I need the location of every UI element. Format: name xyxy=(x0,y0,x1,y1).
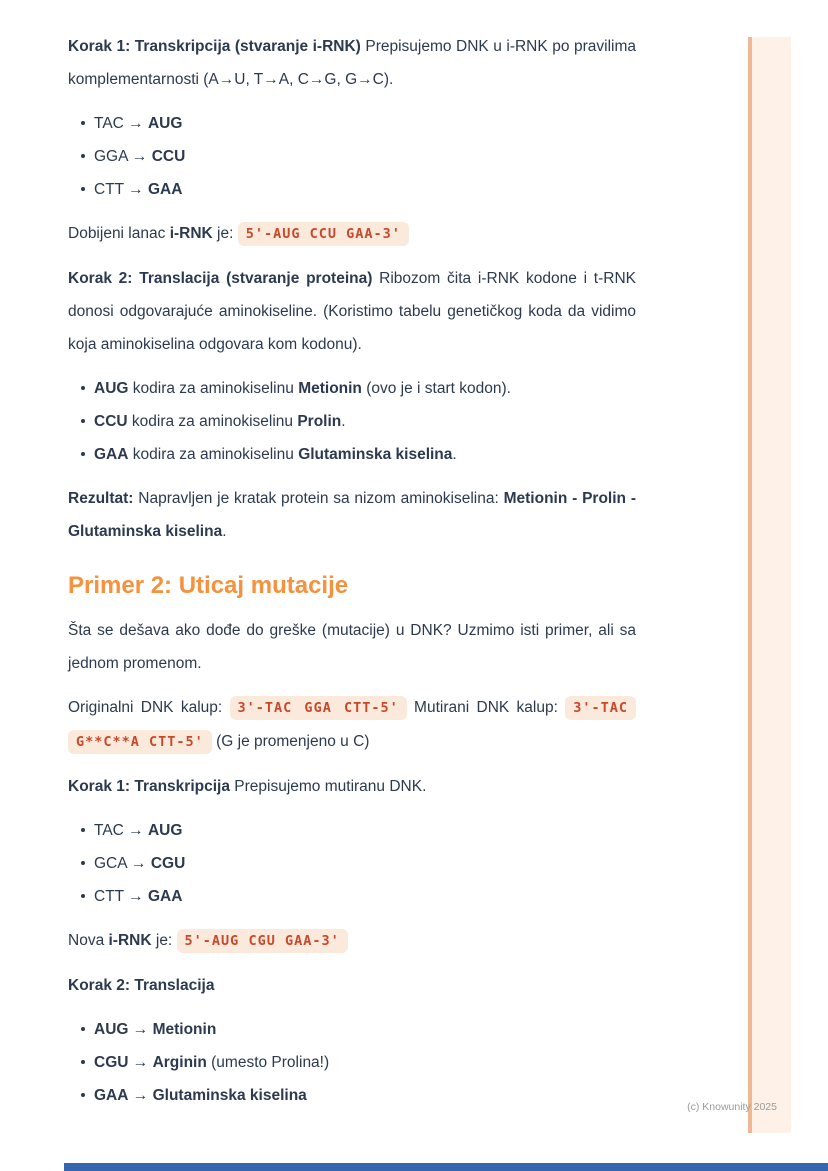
bullet-dot-icon xyxy=(81,154,85,158)
content-paragraph xyxy=(68,691,636,759)
text-run: GCA → xyxy=(94,855,151,872)
section-heading: Primer 2: Uticaj mutacije xyxy=(68,572,349,599)
text-run: kodira za aminokiselinu xyxy=(128,446,299,463)
bold-text: Arginin xyxy=(152,1054,207,1071)
text-run: Ribozom čita i-RNK kodone i t-RNK donosi odgovarajuće aminokiseline. (Koristimo tabelu genetičkog koda da vidimo koja aminokiselina odgovara kom kodonu). xyxy=(68,270,636,353)
bullet-dot-icon xyxy=(81,121,85,125)
text-run: Šta se dešava ako dođe do greške (mutacije) u DNK? Uzmimo isti primer, ali sa jednom promenom. xyxy=(68,622,636,672)
bullet-list xyxy=(68,814,636,913)
text-run: je: xyxy=(212,225,238,242)
text-run: Napravljen je kratak protein sa nizom aminokiselina: xyxy=(133,490,504,507)
list-item xyxy=(81,1013,636,1046)
text-run: kodira za aminokiselinu xyxy=(128,380,299,397)
bullet-list xyxy=(68,1013,636,1112)
bold-text: AUG xyxy=(147,115,183,132)
list-item xyxy=(81,880,636,913)
bold-text: i-RNK xyxy=(169,225,213,242)
text-run: . xyxy=(222,523,227,540)
text-run: Prepisujemo DNK u i-RNK po pravilima komplementarnosti (A→U, T→A, C→G, G→C). xyxy=(68,38,636,88)
bold-text: CGU xyxy=(150,855,186,872)
bold-text: Rezultat: xyxy=(68,490,134,507)
content-paragraph xyxy=(68,614,636,680)
bold-text: Metionin xyxy=(152,1021,217,1038)
text-run: TAC → xyxy=(94,115,148,132)
bold-text: Metionin - Prolin - Glutaminska kiselina xyxy=(68,490,636,540)
bullet-list xyxy=(68,107,636,206)
content-paragraph xyxy=(68,482,636,548)
bold-text: AUG xyxy=(94,380,129,397)
bold-text: AUG xyxy=(94,1021,129,1038)
content-paragraph xyxy=(68,770,636,803)
bullet-dot-icon xyxy=(81,419,85,423)
footer-copyright: (c) Knowunity 2025 xyxy=(687,1101,777,1113)
bold-text: Korak 1: Transkripcija (stvaranje i-RNK) xyxy=(68,38,361,55)
text-run: (umesto Prolina!) xyxy=(206,1054,330,1071)
document-content xyxy=(68,30,636,1123)
text-run: je: xyxy=(151,932,177,949)
inline-code-chip: 3'-TAC G**C**A CTT-5' xyxy=(68,696,636,754)
bold-text: Glutaminska kiselina xyxy=(152,1087,307,1104)
bold-text: AUG xyxy=(147,822,183,839)
bold-text: GAA xyxy=(94,1087,129,1104)
inline-code-chip: 5'-AUG CGU GAA-3' xyxy=(177,929,348,953)
text-run: Dobijeni lanac xyxy=(68,225,170,242)
list-item xyxy=(81,438,636,471)
text-run: CTT → xyxy=(94,181,148,198)
text-run: Nova xyxy=(68,932,109,949)
bold-text: GAA xyxy=(147,181,183,198)
bullet-dot-icon xyxy=(81,452,85,456)
text-run: Originalni DNK kalup: xyxy=(68,699,230,716)
text-run: . xyxy=(341,413,346,430)
list-item xyxy=(81,847,636,880)
list-item xyxy=(81,372,636,405)
list-item xyxy=(81,1046,636,1079)
bold-text: Korak 1: Transkripcija xyxy=(68,778,230,795)
bullet-dot-icon xyxy=(81,1093,85,1097)
content-paragraph xyxy=(68,924,636,958)
bottom-bar xyxy=(64,1163,828,1171)
list-item xyxy=(81,173,636,206)
bold-text: CGU xyxy=(94,1054,129,1071)
bold-text: Korak 2: Translacija (stvaranje proteina) xyxy=(68,270,373,287)
text-run: TAC → xyxy=(94,822,148,839)
bold-text: GAA xyxy=(147,888,183,905)
bullet-dot-icon xyxy=(81,861,85,865)
text-run: (G je promenjeno u C) xyxy=(211,733,370,750)
bold-text: CCU xyxy=(94,413,128,430)
bullet-dot-icon xyxy=(81,187,85,191)
text-run: kodira za aminokiselinu xyxy=(127,413,298,430)
bullet-dot-icon xyxy=(81,1060,85,1064)
content-paragraph xyxy=(68,217,636,251)
list-item xyxy=(81,405,636,438)
text-run: (ovo je i start kodon). xyxy=(361,380,511,397)
content-paragraph xyxy=(68,30,636,96)
text-run: CTT → xyxy=(94,888,148,905)
list-item xyxy=(81,1079,636,1112)
text-run: GGA → xyxy=(94,148,152,165)
bold-text: Glutaminska kiselina xyxy=(298,446,453,463)
text-run: → xyxy=(128,1054,153,1071)
bold-text: Korak 2: Translacija xyxy=(68,977,215,994)
text-run: . xyxy=(452,446,457,463)
bold-text: CCU xyxy=(151,148,186,165)
text-run: Prepisujemo mutiranu DNK. xyxy=(229,778,427,795)
bullet-dot-icon xyxy=(81,894,85,898)
inline-code-chip: 5'-AUG CCU GAA-3' xyxy=(238,222,409,246)
inline-code-chip: 3'-TAC GGA CTT-5' xyxy=(230,696,407,720)
list-item xyxy=(81,107,636,140)
bold-text: Prolin xyxy=(297,413,342,430)
text-run: → xyxy=(128,1021,153,1038)
list-item xyxy=(81,814,636,847)
content-paragraph xyxy=(68,969,636,1002)
page-side-strip xyxy=(748,37,791,1133)
bullet-dot-icon xyxy=(81,828,85,832)
bold-text: Metionin xyxy=(298,380,362,397)
text-run: Mutirani DNK kalup: xyxy=(406,699,566,716)
text-run: → xyxy=(128,1087,153,1104)
bold-text: i-RNK xyxy=(108,932,152,949)
bold-text: GAA xyxy=(94,446,129,463)
bullet-dot-icon xyxy=(81,1027,85,1031)
bullet-list xyxy=(68,372,636,471)
content-paragraph xyxy=(68,262,636,361)
bullet-dot-icon xyxy=(81,386,85,390)
list-item xyxy=(81,140,636,173)
